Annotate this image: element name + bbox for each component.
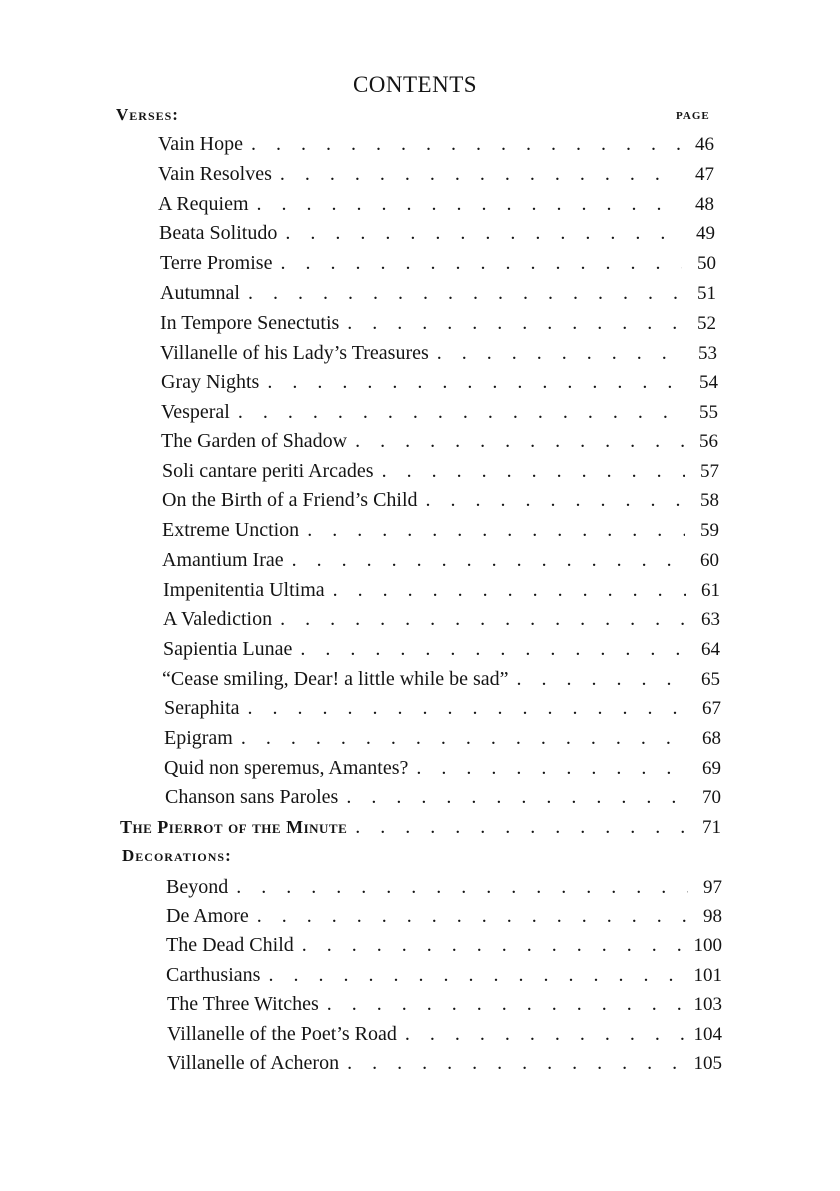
- entry-page: 103: [693, 994, 722, 1015]
- entry-page: 104: [693, 1024, 722, 1045]
- toc-entry[interactable]: [162, 549, 719, 577]
- verses-heading: Verses:: [116, 105, 179, 124]
- toc-entry-pierrot[interactable]: [120, 816, 721, 844]
- dot-leader: [302, 934, 688, 957]
- dot-leader: [238, 401, 684, 424]
- entry-title: Vain Hope: [158, 133, 243, 155]
- dot-leader: [257, 905, 688, 928]
- dot-leader: [347, 1052, 688, 1075]
- dot-leader: [280, 608, 686, 631]
- toc-entry[interactable]: [161, 401, 718, 429]
- entry-page: 49: [696, 223, 715, 244]
- toc-entry[interactable]: [162, 489, 719, 517]
- toc-entry[interactable]: [160, 312, 716, 340]
- toc-entry[interactable]: [160, 342, 717, 370]
- dot-leader: [416, 757, 687, 780]
- toc-entry[interactable]: [162, 460, 719, 488]
- entry-title: The Garden of Shadow: [161, 430, 348, 452]
- entry-page: 53: [698, 343, 717, 364]
- toc-entry[interactable]: [167, 993, 722, 1021]
- entry-page: 105: [693, 1053, 722, 1074]
- entry-page: 97: [703, 877, 722, 898]
- entry-title: The Dead Child: [166, 934, 294, 956]
- toc-entry[interactable]: [158, 193, 714, 221]
- toc-entry[interactable]: [165, 786, 721, 814]
- dot-leader: [346, 786, 687, 809]
- toc-entry[interactable]: [160, 282, 716, 310]
- entry-page: 55: [699, 402, 718, 423]
- toc-entry[interactable]: [166, 905, 722, 933]
- entry-title: Epigram: [164, 727, 233, 749]
- entry-page: 65: [701, 669, 720, 690]
- dot-leader: [307, 519, 685, 542]
- entry-page: 57: [700, 461, 719, 482]
- entry-title: Soli cantare periti Arcades: [162, 460, 374, 482]
- entry-title: A Valediction: [163, 608, 273, 630]
- entry-title: Autumnal: [160, 282, 240, 304]
- entry-page: 71: [702, 817, 721, 838]
- entry-page: 59: [700, 520, 719, 541]
- toc-entry[interactable]: [167, 1052, 722, 1080]
- entry-title: The Pierrot of the Minute: [120, 817, 348, 837]
- dot-leader: [405, 1023, 688, 1046]
- entry-page: 101: [693, 965, 722, 986]
- entry-title: “Cease smiling, Dear! a little while be sad”: [162, 668, 509, 690]
- entry-page: 60: [700, 550, 719, 571]
- entry-page: 47: [695, 164, 714, 185]
- entry-title: The Three Witches: [167, 993, 319, 1015]
- entry-page: 52: [697, 313, 716, 334]
- dot-leader: [268, 964, 688, 987]
- entry-title: In Tempore Senectutis: [160, 312, 340, 334]
- entry-page: 46: [695, 134, 714, 155]
- toc-entry[interactable]: [166, 934, 722, 962]
- dot-leader: [300, 638, 686, 661]
- dot-leader: [333, 579, 686, 602]
- entry-title: Sapientia Lunae: [163, 638, 293, 660]
- entry-title: Vain Resolves: [158, 163, 272, 185]
- dot-leader: [267, 371, 684, 394]
- dot-leader: [355, 430, 684, 453]
- entry-page: 98: [703, 906, 722, 927]
- entry-page: 56: [699, 431, 718, 452]
- entry-page: 63: [701, 609, 720, 630]
- dot-leader: [292, 549, 685, 572]
- entry-page: 69: [702, 758, 721, 779]
- entry-title: De Amore: [166, 905, 249, 927]
- dot-leader: [285, 222, 681, 245]
- entry-title: Amantium Irae: [162, 549, 284, 571]
- entry-title: A Requiem: [158, 193, 249, 215]
- toc-entry[interactable]: [161, 430, 718, 458]
- dot-leader: [327, 993, 688, 1016]
- dot-leader: [517, 668, 686, 691]
- entry-page: 58: [700, 490, 719, 511]
- entry-title: Chanson sans Paroles: [165, 786, 339, 808]
- dot-leader: [347, 312, 682, 335]
- entry-page: 48: [695, 194, 714, 215]
- entry-page: 61: [701, 580, 720, 601]
- toc-entry[interactable]: [167, 1023, 722, 1051]
- toc-entry[interactable]: [166, 876, 722, 904]
- toc-entry[interactable]: [158, 163, 714, 191]
- entry-title: Carthusians: [166, 964, 261, 986]
- entry-page: 100: [693, 935, 722, 956]
- toc-entry[interactable]: [163, 579, 720, 607]
- toc-entry[interactable]: [163, 638, 720, 666]
- toc-entry[interactable]: [160, 252, 716, 280]
- dot-leader: [437, 342, 683, 365]
- toc-entry[interactable]: [162, 519, 719, 547]
- entry-page: 51: [697, 283, 716, 304]
- entry-title: On the Birth of a Friend’s Child: [162, 489, 418, 511]
- entry-title: Gray Nights: [161, 371, 260, 393]
- entry-page: 70: [702, 787, 721, 808]
- entry-title: Villanelle of Acheron: [167, 1052, 340, 1074]
- entry-page: 68: [702, 728, 721, 749]
- entry-title: Quid non speremus, Amantes?: [164, 757, 409, 779]
- entry-title: Beata Solitudo: [159, 222, 278, 244]
- toc-entry[interactable]: [163, 608, 720, 636]
- dot-leader: [257, 193, 680, 216]
- entry-title: Beyond: [166, 876, 229, 898]
- entry-title: Impenitentia Ultima: [163, 579, 325, 601]
- entry-page: 64: [701, 639, 720, 660]
- entry-page: 67: [702, 698, 721, 719]
- toc-entry[interactable]: [166, 964, 722, 992]
- dot-leader: [251, 133, 680, 156]
- toc-entry[interactable]: [164, 697, 721, 725]
- decorations-heading: Decorations:: [122, 846, 232, 865]
- entry-page: 54: [699, 372, 718, 393]
- dot-leader: [280, 163, 680, 186]
- toc-entry[interactable]: [159, 222, 715, 250]
- entry-title: Extreme Unction: [162, 519, 300, 541]
- toc-entry[interactable]: [164, 757, 721, 785]
- entry-title: Villanelle of the Poet’s Road: [167, 1023, 397, 1045]
- page-title: CONTENTS: [352, 72, 478, 97]
- entry-page: 50: [697, 253, 716, 274]
- dot-leader: [248, 697, 687, 720]
- toc-entry[interactable]: [161, 371, 718, 399]
- dot-leader: [355, 816, 687, 839]
- entry-title: Terre Promise: [160, 252, 273, 274]
- dot-leader: [382, 460, 685, 483]
- dot-leader: [280, 252, 682, 275]
- dot-leader: [426, 489, 685, 512]
- entry-title: Villanelle of his Lady’s Treasures: [160, 342, 429, 364]
- toc-entry[interactable]: [164, 727, 721, 755]
- page-column-label: PAGE: [676, 110, 710, 122]
- entry-title: Seraphita: [164, 697, 240, 719]
- toc-entry[interactable]: [158, 133, 714, 161]
- dot-leader: [236, 876, 688, 899]
- entry-title: Vesperal: [161, 401, 230, 423]
- toc-entry[interactable]: [162, 668, 720, 696]
- dot-leader: [248, 282, 682, 305]
- dot-leader: [241, 727, 687, 750]
